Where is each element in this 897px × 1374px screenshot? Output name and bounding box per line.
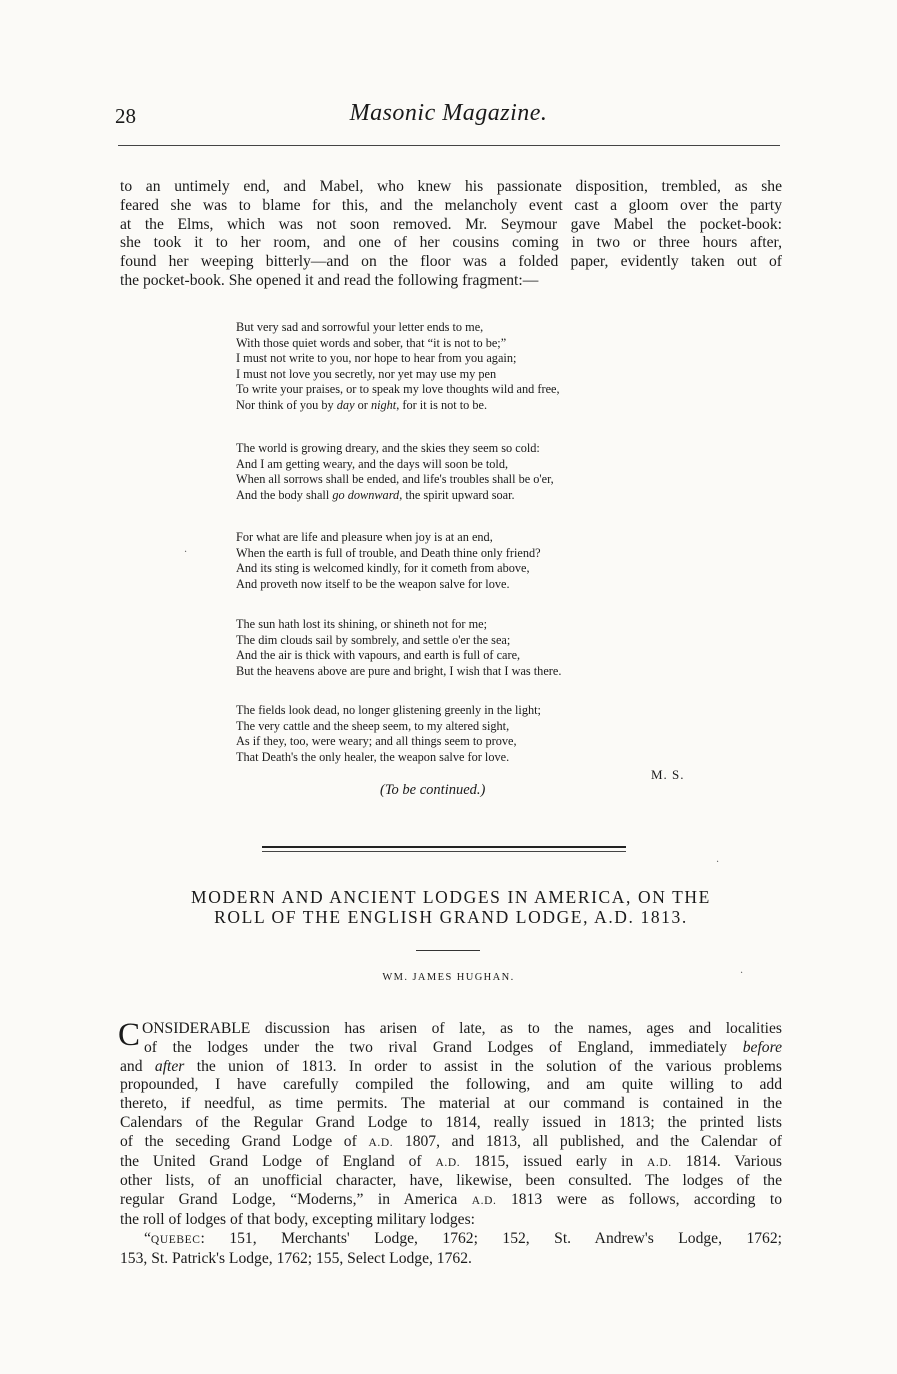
verse-line: The fields look dead, no longer glistening greenly in the light; <box>236 703 541 717</box>
text-fragment: of the seceding Grand Lodge of <box>120 1132 369 1150</box>
drop-cap: C <box>118 1017 141 1053</box>
text-line: at the Elms, which was not soon removed. Mr. Seymour gave Mabel the pocket-book: <box>120 215 782 233</box>
verse-line: The sun hath lost its shining, or shineth not for me; <box>236 617 488 631</box>
page-number: 28 <box>115 104 136 128</box>
poem-signature: M. S. <box>651 767 685 782</box>
verse-line: The dim clouds sail by sombrely, and settle o'er the sea; <box>236 632 511 647</box>
text-line: propounded, I have carefully compiled the following, and am quite willing to add <box>120 1076 782 1094</box>
section-divider <box>262 846 626 852</box>
text-line: 153, St. Patrick's Lodge, 1762; 155, Select Lodge, 1762. <box>120 1249 472 1267</box>
text-fragment: the union of 1813. In order to assist in the solution of the various problems <box>184 1057 782 1075</box>
text-line: feared she was to blame for this, and the melancholy event cast a gloom over the party <box>120 196 782 214</box>
small-caps: A.D. <box>647 1156 672 1169</box>
text-fragment: 1814. Various <box>671 1152 782 1170</box>
text-fragment: : 151, Merchants' Lodge, 1762; 152, St. Andrew's Lodge, 1762; <box>200 1229 782 1247</box>
story-paragraph <box>120 178 782 291</box>
title-rule <box>416 950 480 951</box>
verse-line: But very sad and sorrowful your letter ends to me, <box>236 320 484 334</box>
verse-line: When the earth is full of trouble, and Death thine only friend? <box>236 545 541 560</box>
article-title <box>120 887 782 927</box>
verse-line: As if they, too, were weary; and all things seem to prove, <box>236 734 517 749</box>
verse-line: For what are life and pleasure when joy is at an end, <box>236 530 493 544</box>
verse-line: And I am getting weary, and the days will soon be told, <box>236 456 509 471</box>
text-line: to an untimely end, and Mabel, who knew his passionate disposition, trembled, as she <box>120 178 782 195</box>
text-line: the pocket-book. She opened it and read the following fragment:— <box>120 271 539 289</box>
first-word: ONSIDERABLE <box>142 1020 251 1037</box>
small-caps: A.D. <box>368 1136 394 1149</box>
text-line <box>120 1058 782 1077</box>
article-body <box>118 1017 782 1268</box>
title-line: MODERN AND ANCIENT LODGES IN AMERICA, ON THE <box>191 887 711 907</box>
italic-word: after <box>154 1057 185 1075</box>
verse-fragment: Nor think of you by <box>236 397 337 412</box>
stray-dot: · <box>716 857 720 868</box>
stray-dot: · <box>740 968 744 979</box>
to-be-continued: (To be continued.) <box>380 782 486 798</box>
small-caps: A.D. <box>435 1156 461 1169</box>
text-fragment: 1807, and 1813, all published, and the Calendar of <box>393 1132 782 1150</box>
verse-line: I must not love you secretly, nor yet may use my pen <box>236 366 497 381</box>
verse-line: And its sting is welcomed kindly, for it cometh from above, <box>236 561 530 576</box>
verse-line <box>236 398 560 414</box>
poem-stanza <box>236 441 554 503</box>
verse-line: With those quiet words and sober, that “it is not to be;” <box>236 335 507 350</box>
text-line <box>120 1191 782 1211</box>
stray-dot: · <box>184 547 188 558</box>
verse-line: When all sorrows shall be ended, and life's troubles shall be o'er, <box>236 472 554 487</box>
text-line: Calendars of the Regular Grand Lodge to 1814, really issued in 1813; the printed lists <box>120 1113 782 1131</box>
text-line: other lists, of an unofficial character, have, likewise, been consulted. The lodges of the <box>120 1172 782 1190</box>
poem-stanza <box>236 530 541 592</box>
text-line <box>120 1153 782 1173</box>
text-fragment: 1813 were as follows, according to <box>496 1191 782 1209</box>
text-fragment: “ <box>144 1229 151 1247</box>
verse-line: That Death's the only healer, the weapon salve for love. <box>236 749 510 764</box>
author-byline: WM. JAMES HUGHAN. <box>382 972 515 983</box>
text-line <box>120 1039 782 1058</box>
text-line: she took it to her room, and one of her cousins coming in two or three hours after, <box>120 234 782 252</box>
text-fragment: 1815, issued early in <box>460 1152 648 1170</box>
poem-stanza <box>236 320 560 414</box>
italic-word: day <box>336 397 355 412</box>
verse-line: And the air is thick with vapours, and earth is full of care, <box>236 648 521 663</box>
small-caps: A.D. <box>471 1195 497 1208</box>
italic-word: before <box>742 1038 782 1056</box>
italic-word: go downward <box>332 487 400 502</box>
verse-fragment: , for it is not to be. <box>396 397 488 412</box>
verse-fragment: And the body shall <box>236 487 333 502</box>
verse-line <box>236 488 554 504</box>
text-line <box>120 1133 782 1153</box>
title-line: ROLL OF THE ENGLISH GRAND LODGE, A.D. 1813. <box>214 907 688 927</box>
text-fragment: discussion has arisen of late, as to the names, ages and localities <box>250 1020 782 1037</box>
text-line: found her weeping bitterly—and on the floor was a folded paper, evidently taken out of <box>120 253 782 271</box>
text-line: the roll of lodges of that body, excepting military lodges: <box>120 1210 475 1228</box>
text-fragment: regular Grand Lodge, “Moderns,” in America <box>120 1191 472 1209</box>
running-title: Masonic Magazine. <box>349 100 548 126</box>
small-caps: QUEBEC <box>150 1233 201 1246</box>
poem-stanza <box>236 703 541 765</box>
verse-line: And proveth now itself to be the weapon salve for love. <box>236 576 510 591</box>
verse-fragment: or <box>354 397 371 412</box>
poem-stanza <box>236 617 561 679</box>
verse-line: I must not write to you, nor hope to hear from you again; <box>236 351 517 366</box>
italic-word: night <box>370 397 397 412</box>
header-rule <box>118 145 780 146</box>
text-fragment: and <box>120 1057 155 1075</box>
verse-line: To write your praises, or to speak my love thoughts wild and free, <box>236 382 560 397</box>
verse-line: The world is growing dreary, and the skies they seem so cold: <box>236 441 540 455</box>
verse-fragment: , the spirit upward soar. <box>399 487 515 502</box>
text-fragment: the United Grand Lodge of England of <box>120 1152 436 1170</box>
text-fragment: of the lodges under the two rival Grand Lodges of England, immediately <box>144 1038 743 1056</box>
text-line <box>120 1230 782 1250</box>
text-line: thereto, if needful, as time permits. The material at our command is contained in the <box>120 1095 782 1113</box>
verse-line: The very cattle and the sheep seem, to my altered sight, <box>236 718 510 733</box>
verse-line: But the heavens above are pure and bright, I wish that I was there. <box>236 663 562 678</box>
